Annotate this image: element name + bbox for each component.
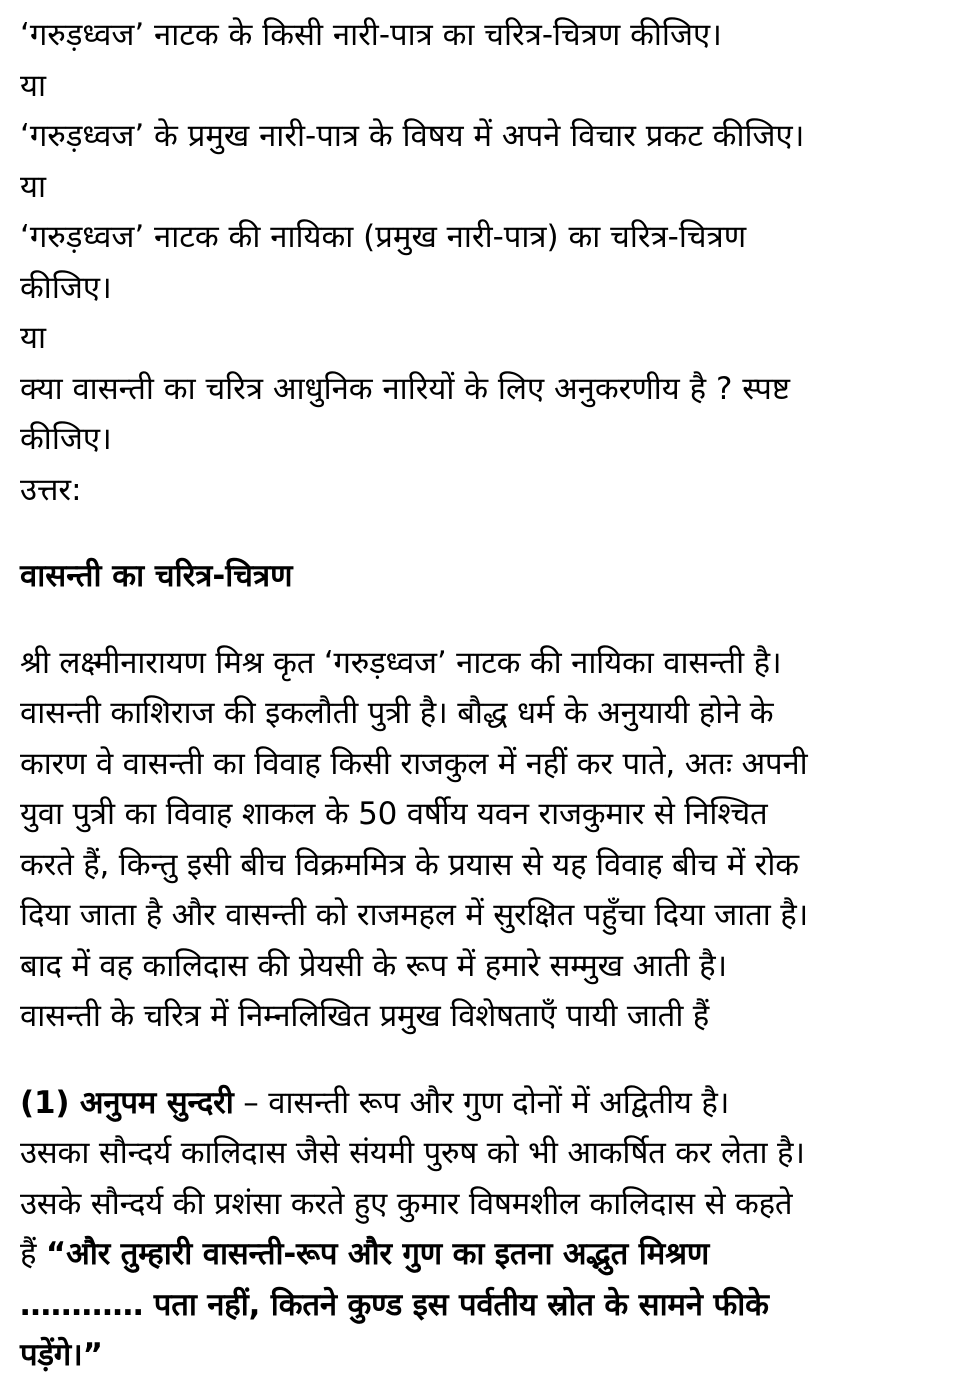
intro-paragraph: [20, 638, 940, 1042]
paragraph-line: वासन्ती के चरित्र में निम्नलिखित प्रमुख विशेषताएँ पायी जाती हैं: [20, 998, 710, 1034]
paragraph-line: उसके सौन्दर्य की प्रशंसा करते हुए कुमार विषमशील कालिदास से कहते: [20, 1185, 793, 1222]
question-line: या: [20, 320, 47, 356]
spacer: [20, 1042, 940, 1078]
point-1-quote-start-line: [20, 1229, 940, 1280]
question-line: या: [20, 67, 47, 104]
answer-label: उत्तर:: [20, 471, 82, 508]
question-line: ‘गरुड़ध्वज’ के प्रमुख नारी-पात्र के विषय में अपने विचार प्रकट कीजिए।: [20, 118, 805, 154]
spacer: [20, 515, 940, 551]
paragraph-line: वासन्ती काशिराज की इकलौती पुत्री है। बौद्ध धर्म के अनुयायी होने के: [20, 695, 774, 731]
quote-prefix: हैं: [20, 1236, 46, 1272]
question-line: क्या वासन्ती का चरित्र आधुनिक नारियों के लिए अनुकरणीय है ? स्पष्ट: [20, 370, 791, 407]
paragraph-line: करते हैं, किन्तु इसी बीच विक्रममित्र के प्रयास से यह विवाह बीच में रोक: [20, 846, 799, 883]
section-heading: वासन्ती का चरित्र-चित्रण: [20, 558, 293, 594]
question-line: ‘गरुड़ध्वज’ नाटक के किसी नारी-पात्र का चरित्र-चित्रण कीजिए।: [20, 17, 722, 53]
paragraph-line: उसका सौन्दर्य कालिदास जैसे संयमी पुरुष को भी आकर्षित कर लेता है।: [20, 1135, 805, 1171]
quote-text: ………… पता नहीं, कितने कुण्ड इस पर्वतीय स्रोत के सामने फीके: [20, 1286, 769, 1323]
spacer: [20, 602, 940, 638]
quote-text: पड़ेंगे।”: [20, 1337, 103, 1373]
question-block: [20, 10, 940, 465]
document-page: [20, 10, 940, 1381]
point-1-title-rest: – वासन्ती रूप और गुण दोनों में अद्वितीय है।: [233, 1084, 730, 1121]
quote-text: “और तुम्हारी वासन्ती-रूप और गुण का इतना अद्भुत मिश्रण: [45, 1236, 710, 1272]
point-1-title: (1) अनुपम सुन्दरी: [20, 1084, 234, 1121]
paragraph-line: बाद में वह कालिदास की प्रेयसी के रूप में हमारे सम्मुख आती है।: [20, 947, 727, 984]
paragraph-line: श्री लक्ष्मीनारायण मिश्र कृत ‘गरुड़ध्वज’ नाटक की नायिका वासन्ती है।: [20, 644, 782, 681]
question-line: या: [20, 168, 47, 205]
point-1-paragraph: [20, 1078, 940, 1381]
point-1-first-line: [20, 1078, 940, 1129]
question-line: कीजिए।: [20, 421, 112, 457]
paragraph-line: दिया जाता है और वासन्ती को राजमहल में सुरक्षित पहुँचा दिया जाता है।: [20, 897, 809, 933]
question-line: ‘गरुड़ध्वज’ नाटक की नायिका (प्रमुख नारी-पात्र) का चरित्र-चित्रण: [20, 219, 747, 255]
paragraph-line: कारण वे वासन्ती का विवाह किसी राजकुल में नहीं कर पाते, अतः अपनी: [20, 745, 808, 782]
paragraph-line: युवा पुत्री का विवाह शाकल के 50 वर्षीय यवन राजकुमार से निश्चित: [20, 796, 768, 832]
question-line: कीजिए।: [20, 269, 112, 306]
